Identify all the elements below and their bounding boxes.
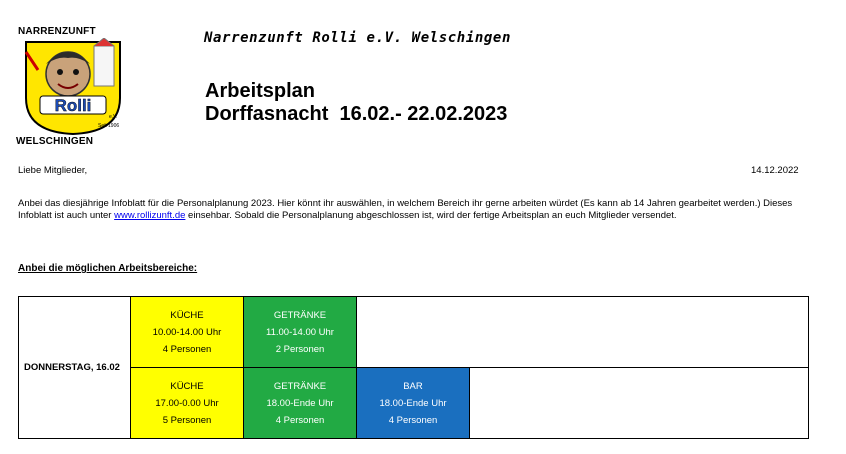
section-heading: Anbei die möglichen Arbeitsbereiche: bbox=[18, 263, 198, 274]
shift-time: 18.00-Ende Uhr bbox=[379, 397, 447, 409]
shift-area: KÜCHE bbox=[170, 380, 204, 392]
greeting: Liebe Mitglieder, bbox=[18, 165, 88, 176]
website-link[interactable]: www.rollizunft.de bbox=[114, 209, 186, 221]
logo-top-text: NARRENZUNFT bbox=[18, 26, 96, 37]
intro-text-part-2: einsehbar. Sobald die Personalplanung abgeschlossen ist, wird der fertige Arbeitsplan an euch Mitglieder versendet. bbox=[185, 209, 677, 221]
shift-area: GETRÄNKE bbox=[273, 309, 327, 321]
page-title bbox=[205, 80, 507, 126]
club-logo-seal bbox=[18, 38, 128, 136]
seal-ev-text: e.V. bbox=[109, 114, 118, 120]
shift-time: 11.00-14.00 Uhr bbox=[266, 326, 334, 338]
shift-area: KÜCHE bbox=[170, 309, 204, 321]
empty-cell bbox=[357, 297, 809, 368]
shift-staff: 5 Personen bbox=[162, 414, 212, 426]
letter-date: 14.12.2022 bbox=[751, 165, 799, 176]
seal-since-text: Seit 1906 bbox=[98, 123, 120, 129]
schedule-table bbox=[18, 296, 809, 439]
shift-time: 18.00-Ende Uhr bbox=[266, 397, 334, 409]
seal-name-text: Rolli bbox=[54, 96, 92, 115]
shift-staff: 2 Personen bbox=[275, 343, 325, 355]
day-cell bbox=[19, 297, 131, 439]
shift-time: 17.00-0.00 Uhr bbox=[155, 397, 219, 409]
intro-paragraph bbox=[18, 198, 828, 221]
table-row bbox=[19, 368, 809, 439]
logo-bottom-text: WELSCHINGEN bbox=[16, 136, 94, 147]
title-line-2: Dorffasnacht 16.02.- 22.02.2023 bbox=[205, 103, 508, 125]
empty-cell bbox=[470, 368, 809, 439]
shift-staff: 4 Personen bbox=[275, 414, 325, 426]
shift-area: BAR bbox=[403, 380, 423, 392]
shift-kueche-2[interactable] bbox=[131, 368, 244, 439]
shift-staff: 4 Personen bbox=[388, 414, 438, 426]
day-label: DONNERSTAG, 16.02 bbox=[24, 362, 120, 373]
intro-text-part-1: Anbei das diesjährige Infoblatt für die Personalplanung 2023. Hier könnt ihr auswählen, in welchem Bereich ihr gerne arbeiten würdet (Es kann ab 14 Jahren gearbeitet werden.) Dieses Infoblatt ist auch unter bbox=[18, 198, 793, 221]
shift-getraenke-1[interactable] bbox=[244, 297, 357, 368]
shift-time: 10.00-14.00 Uhr bbox=[152, 326, 222, 338]
shift-bar-2[interactable] bbox=[357, 368, 470, 439]
shift-getraenke-2[interactable] bbox=[244, 368, 357, 439]
table-row bbox=[19, 297, 809, 368]
shift-kueche-1[interactable] bbox=[131, 297, 244, 368]
club-name: Narrenzunft Rolli e.V. Welschingen bbox=[204, 30, 511, 46]
shift-staff: 4 Personen bbox=[162, 343, 212, 355]
shift-area: GETRÄNKE bbox=[273, 380, 327, 392]
title-line-1: Arbeitsplan bbox=[205, 80, 316, 102]
